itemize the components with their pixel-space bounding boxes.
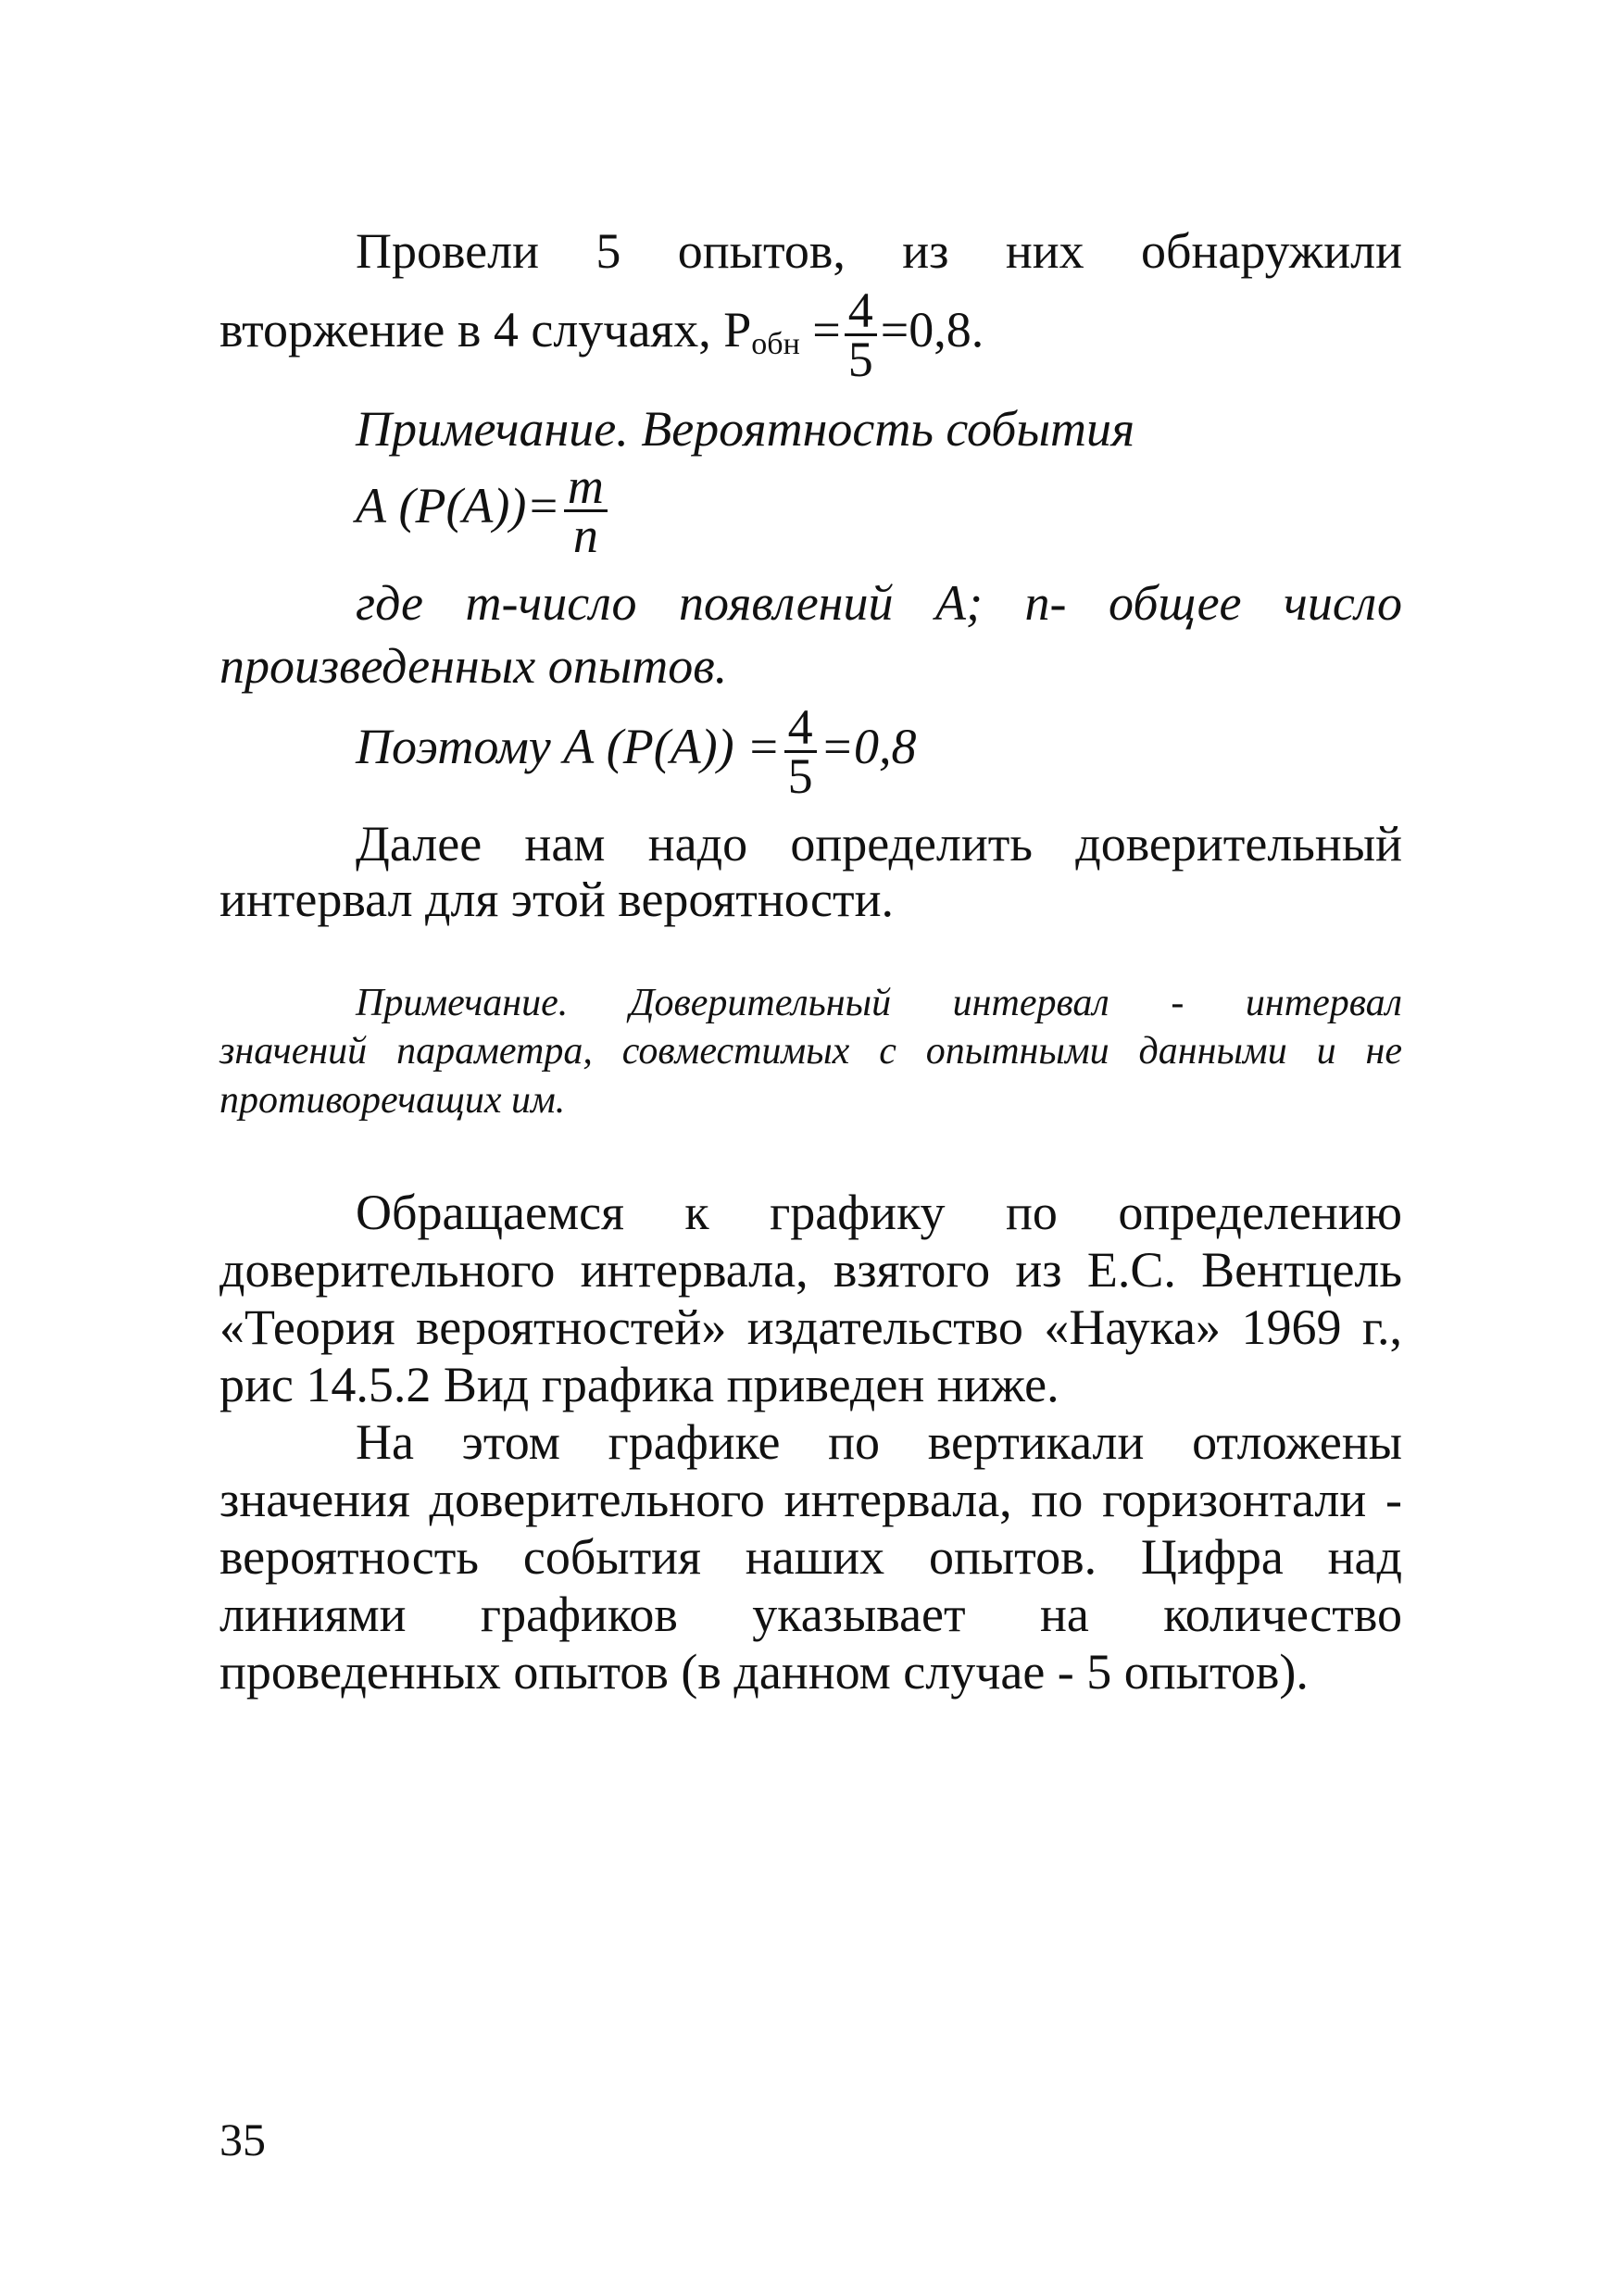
fraction-denominator: n	[572, 508, 598, 563]
para1-line1: Провели 5 опытов, из них обнаружили	[356, 223, 1402, 279]
fraction-m-n	[564, 458, 608, 563]
fraction-denominator: 5	[847, 332, 873, 387]
para2-line2: интервал для этой вероятности.	[219, 872, 895, 927]
note2-line2: значений параметра, совместимых с опытными данными и не	[219, 1030, 1402, 1073]
note2-line3: противоречащих им.	[219, 1079, 566, 1122]
fraction-numerator: 4	[784, 704, 817, 753]
note1-line3: где m-число появлений А; n- общее число	[356, 575, 1402, 631]
para4-line5: проведенных опытов (в данном случае - 5 опытов).	[219, 1644, 1309, 1700]
note1-line4: произведенных опытов.	[219, 638, 728, 694]
para3-line3: «Теория вероятностей» издательство «Наука» 1969 г.,	[219, 1299, 1402, 1355]
note2-line1: Примечание. Доверительный интервал - интервал	[356, 982, 1402, 1024]
para3-line2: доверительного интервала, взятого из Е.С. Вентцель	[219, 1242, 1402, 1298]
probability-subscript: обн	[751, 326, 800, 361]
note1-formula	[356, 458, 1402, 563]
para4-line3: вероятность события наших опытов. Цифра над	[219, 1529, 1402, 1585]
para2-line1: Далее нам надо определить доверительный	[356, 816, 1402, 872]
fraction-numerator: 4	[845, 287, 877, 336]
note1-line5	[356, 699, 1402, 804]
para4-line4: линиями графиков указывает на количество	[219, 1587, 1402, 1642]
note1-line5-prefix: Поэтому А (Р(А)) =	[356, 718, 781, 774]
note1-line5-suffix: =0,8	[820, 718, 917, 774]
para4-line2: значения доверительного интервала, по горизонтали -	[219, 1472, 1402, 1527]
para3-line4: рис 14.5.2 Вид графика приведен ниже.	[219, 1357, 1059, 1412]
fraction-4-5	[845, 282, 877, 387]
page-number: 35	[219, 2114, 266, 2165]
note1-line1: Примечание. Вероятность события	[356, 401, 1135, 457]
fraction-4-5	[784, 699, 817, 804]
para1-line2-suffix: =0,8.	[880, 301, 984, 358]
fraction-numerator: m	[564, 463, 608, 512]
para1-line2-eq: =	[799, 301, 841, 358]
fraction-denominator: 5	[787, 748, 813, 804]
note1-formula-prefix: А (Р(А))=	[356, 477, 560, 533]
para3-line1: Обращаемся к графику по определению	[356, 1185, 1402, 1240]
para1-line2	[219, 282, 1402, 387]
para1-line2-prefix: вторжение в 4 случаях, Р	[219, 301, 752, 358]
para4-line1: На этом графике по вертикали отложены	[356, 1414, 1402, 1470]
